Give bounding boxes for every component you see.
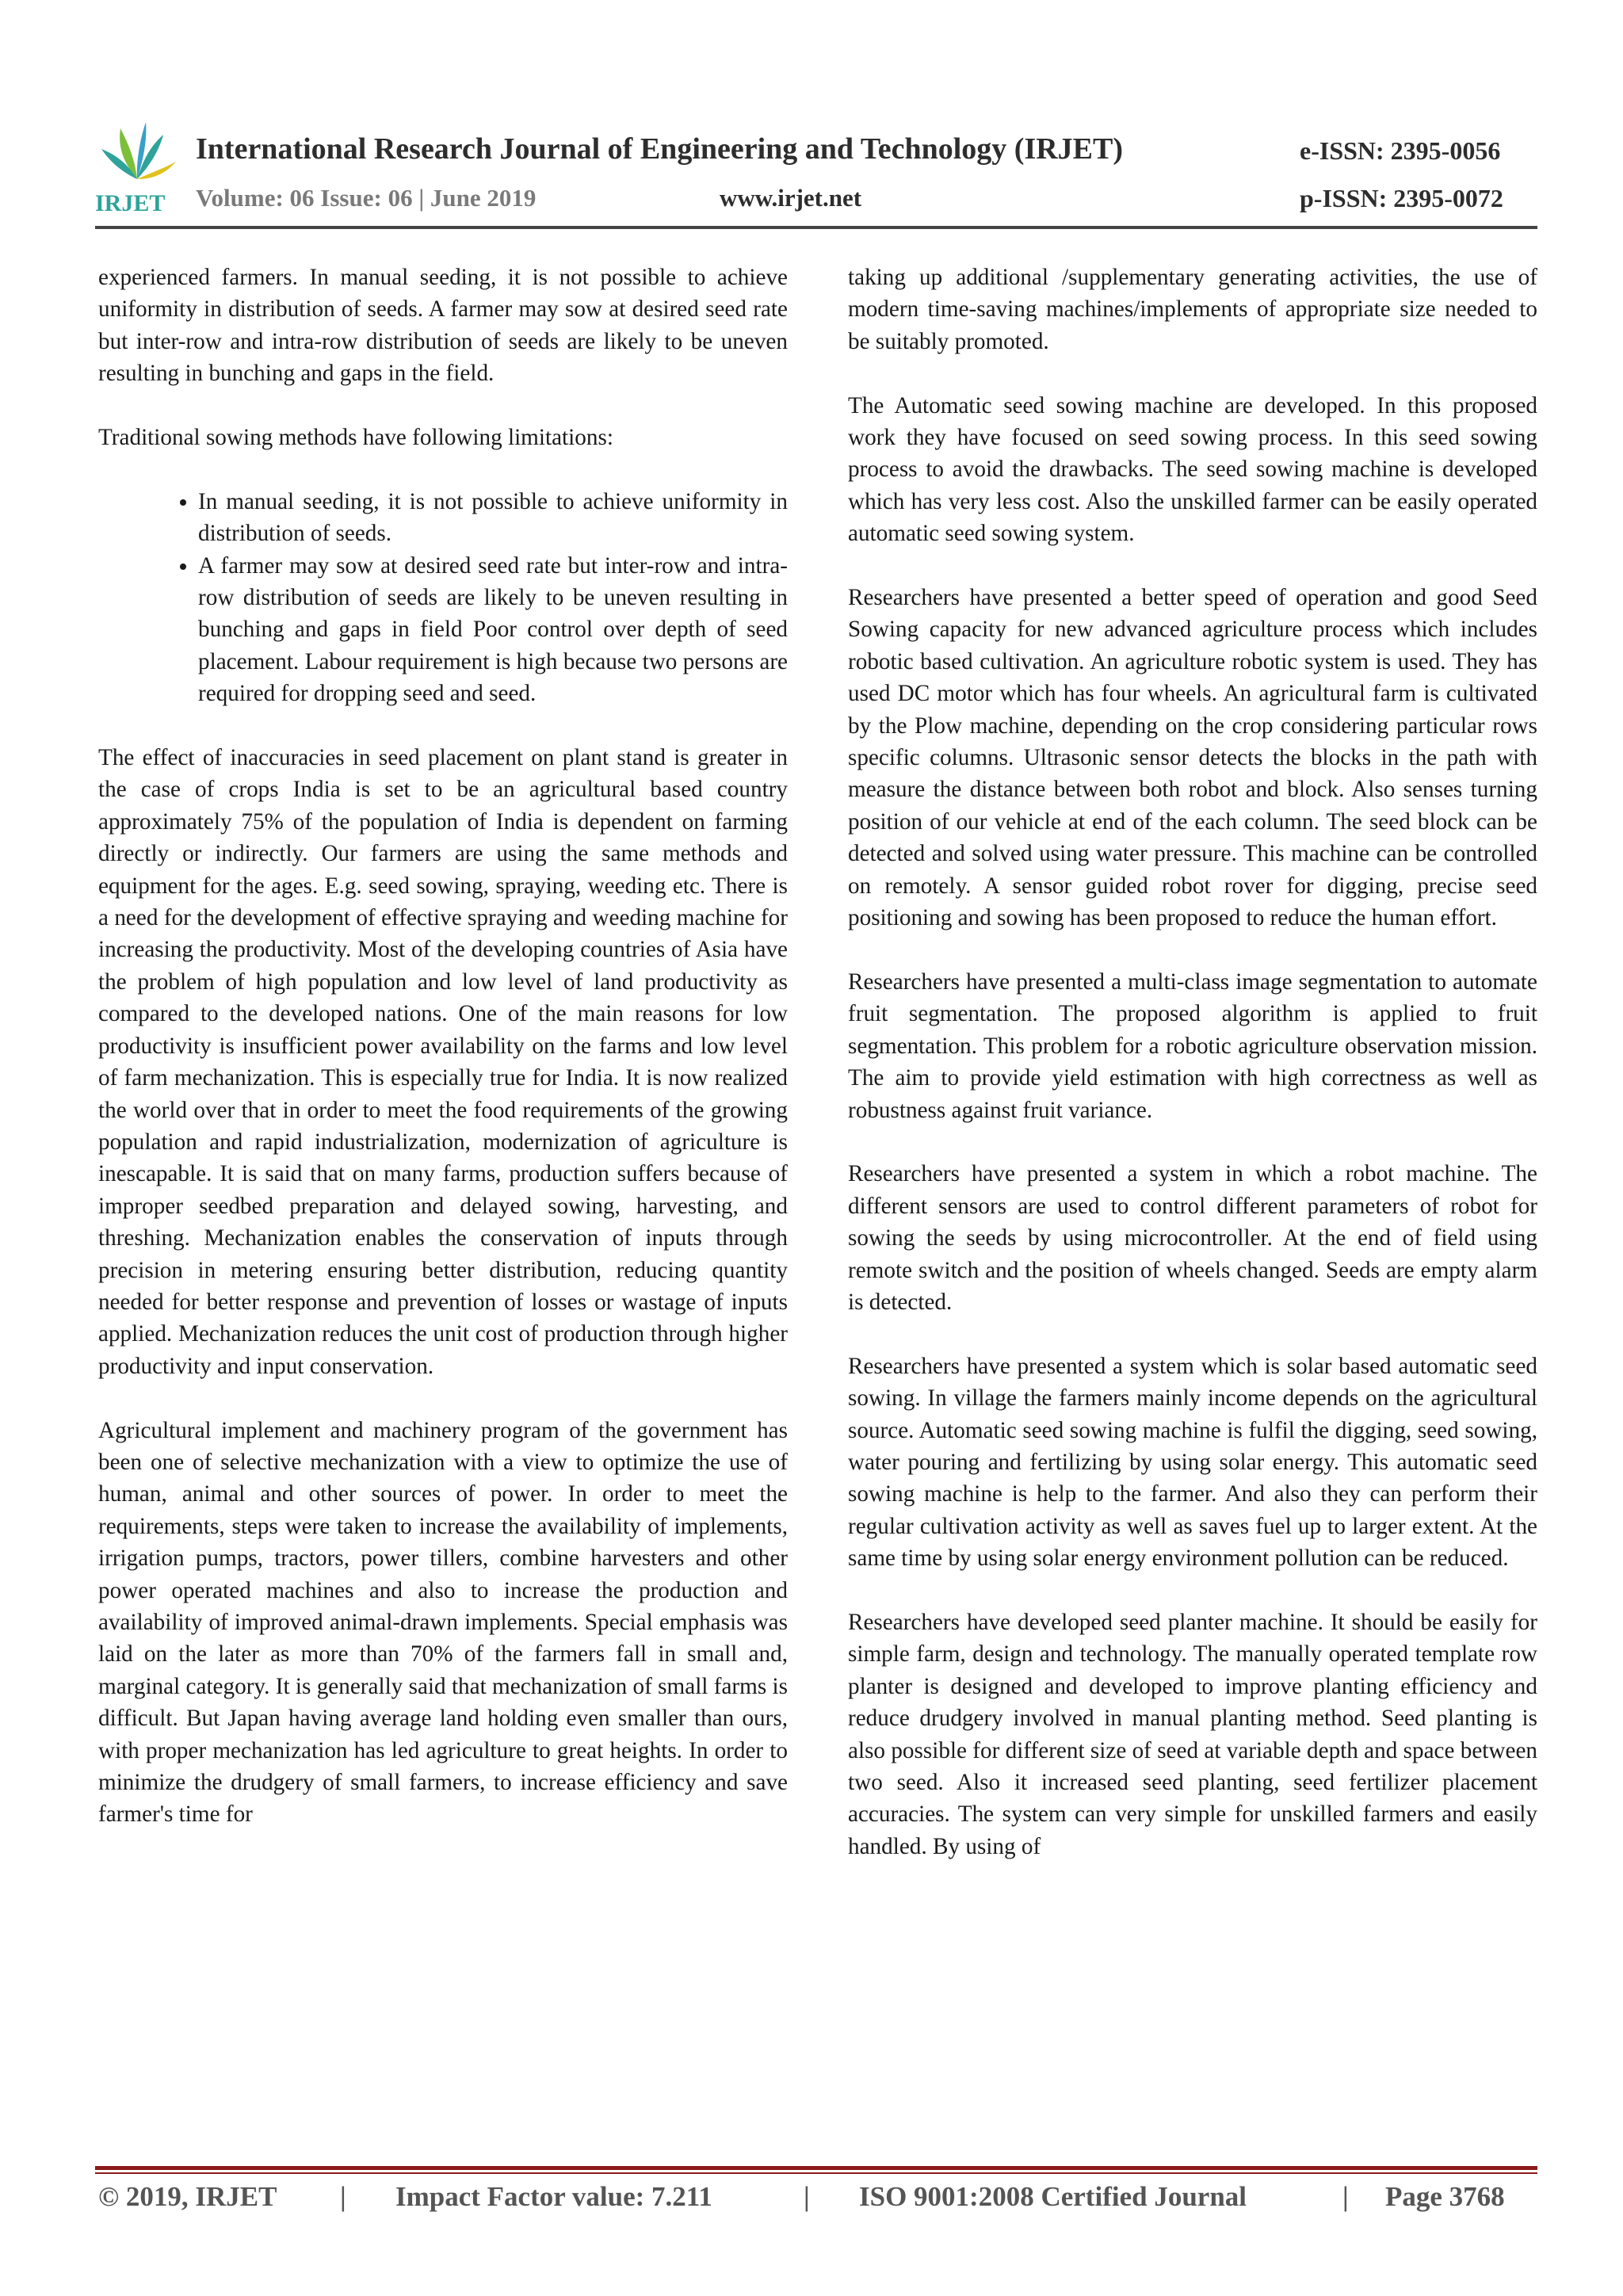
svg-text:IRJET: IRJET — [95, 190, 166, 216]
list-item: • A farmer may sow at desired seed rate but inter-row and intra-row distribution of seeds are likely to be uneven resulting in bunching and gaps in field Poor control over depth of seed placement. Labour requirement is high because two persons are required for dropping seed and seed. — [198, 550, 788, 710]
page-header — [0, 0, 1623, 238]
footer-separator: | — [340, 2181, 346, 2212]
paragraph: The effect of inaccuracies in seed placement on plant stand is greater in the case of crops India is set to be an agricultural based country approximately 75% of the population of India is dependent on farming directly or indirectly. Our farmers are using the same methods and equipment for the ages. E.g. seed sowing, spraying, weeding etc. There is a need for the development of effective spraying and weeding machine for increasing the productivity. Most of the developing countries of Asia have the problem of high population and low level of land productivity as compared to the developed nations. One of the main reasons for low productivity is insufficient power availability on the farms and low level of farm mechanization. This is especially true for India. It is now realized the world over that in order to meet the food requirements of the growing population and rapid industrialization, modernization of agriculture is inescapable. It is said that on many farms, production suffers because of improper seedbed preparation and delayed sowing, harvesting, and threshing. Mechanization enables the conservation of inputs through precision in metering ensuring better distribution, reducing quantity needed for better response and prevention of losses or wastage of inputs applied. Mechanization reduces the unit cost of production through higher productivity and input conservation. — [98, 745, 788, 1379]
page-footer — [98, 2181, 1533, 2221]
journal-title: International Research Journal of Engineering and Technology (IRJET) — [196, 132, 1124, 166]
footer-divider — [95, 2166, 1537, 2170]
irjet-logo-icon — [94, 117, 181, 220]
paragraph: Researchers have presented a system in which a robot machine. The different sensors are used to control different parameters of robot for sowing the seeds by using microcontroller. At the end of field using remote switch and the position of wheels changed. Seeds are empty alarm is detected. — [848, 1161, 1537, 1315]
list-item: • In manual seeding, it is not possible to achieve uniformity in distribution of seeds. — [198, 486, 788, 550]
paragraph: Agricultural implement and machinery program of the government has been one of selective mechanization with a view to optimize the use of human, animal and other sources of power. In order to meet the requirements, steps were taken to increase the availability of implements, irrigation pumps, tractors, power tillers, combine harvesters and other power operated machines and also to increase the production and availability of improved animal-drawn implements. Special emphasis was laid on the later as more than 70% of the farmers fall in small and, marginal category. It is generally said that mechanization of small farms is difficult. But Japan having average land holding even smaller than ours, with proper mechanization has led agriculture to great heights. In order to minimize the drudgery of small farmers, to increase efficiency and save farmer's time for — [98, 1417, 788, 1828]
journal-website-link[interactable]: www.irjet.net — [720, 184, 862, 212]
paragraph: experienced farmers. In manual seeding, it is not possible to achieve uniformity in distribution of seeds. A farmer may sow at desired seed rate but inter-row and intra-row distribution of seeds are likely to be uneven resulting in bunching and gaps in the field. — [98, 265, 788, 387]
paragraph: Researchers have presented a better speed of operation and good Seed Sowing capacity for new advanced agriculture process which includes robotic based cultivation. An agriculture robotic system is used. They has used DC motor which has four wheels. An agricultural farm is cultivated by the Plow machine, depending on the crop considering particular rows specific columns. Ultrasonic sensor detects the blocks in the path with measure the distance between both robot and block. Also senses turning position of our vehicle at end of the each column. The seed block can be detected and solved using water pressure. This machine can be controlled on remotely. A sensor guided robot rover for digging, precise seed positioning and sowing has been proposed to reduce the human effort. — [848, 585, 1537, 931]
iso-certification: ISO 9001:2008 Certified Journal — [859, 2181, 1247, 2212]
volume-issue: Volume: 06 Issue: 06 | June 2019 — [196, 184, 537, 212]
left-column — [98, 262, 788, 1862]
e-issn: e-ISSN: 2395-0056 — [1300, 136, 1501, 165]
copyright: © 2019, IRJET — [98, 2181, 277, 2212]
limitations-list — [98, 486, 788, 710]
paragraph: The Automatic seed sowing machine are developed. In this proposed work they have focused on seed sowing process. In this seed sowing process to avoid the drawbacks. The seed sowing machine is developed which has very less cost. Also the unskilled farmer can be easily operated automatic seed sowing system. — [848, 392, 1537, 547]
paragraph: Traditional sowing methods have following limitations: — [98, 425, 613, 451]
paragraph: Researchers have presented a multi-class image segmentation to automate fruit segmentation. The proposed algorithm is applied to fruit segmentation. This problem for a robotic agriculture observation mission. The aim to provide yield estimation with high correctness as well as robustness against fruit variance. — [848, 968, 1537, 1123]
impact-factor: Impact Factor value: 7.211 — [395, 2181, 712, 2212]
p-issn: p-ISSN: 2395-0072 — [1300, 184, 1503, 212]
footer-separator: | — [804, 2181, 810, 2212]
paragraph: Researchers have developed seed planter machine. It should be easily for simple farm, design and technology. The manually operated template row planter is designed and developed to improve planting efficiency and reduce drudgery involved in manual planting method. Seed planting is also possible for different size of seed at variable depth and space between two seed. Also it increased seed planting, seed fertilizer placement accuracies. The system can very simple for unskilled farmers and easily handled. By using of — [848, 1609, 1537, 1859]
footer-divider-thin — [95, 2172, 1537, 2174]
page-number: Page 3768 — [1385, 2181, 1505, 2212]
paragraph: taking up additional /supplementary generating activities, the use of modern time-saving machines/implements of appropriate size needed to be suitably promoted. — [848, 265, 1537, 354]
header-divider — [95, 226, 1537, 229]
right-column — [848, 262, 1537, 1895]
paragraph: Researchers have presented a system which is solar based automatic seed sowing. In village the farmers mainly income depends on the agricultural source. Automatic seed sowing machine is fulfil the digging, seed sowing, water pouring and fertilizing by using solar energy. This automatic seed sowing machine is help to the farmer. And also they can perform their regular cultivation activity as well as saves fuel up to larger extent. At the same time by using solar energy environment pollution can be reduced. — [848, 1353, 1537, 1572]
footer-separator: | — [1342, 2181, 1349, 2212]
